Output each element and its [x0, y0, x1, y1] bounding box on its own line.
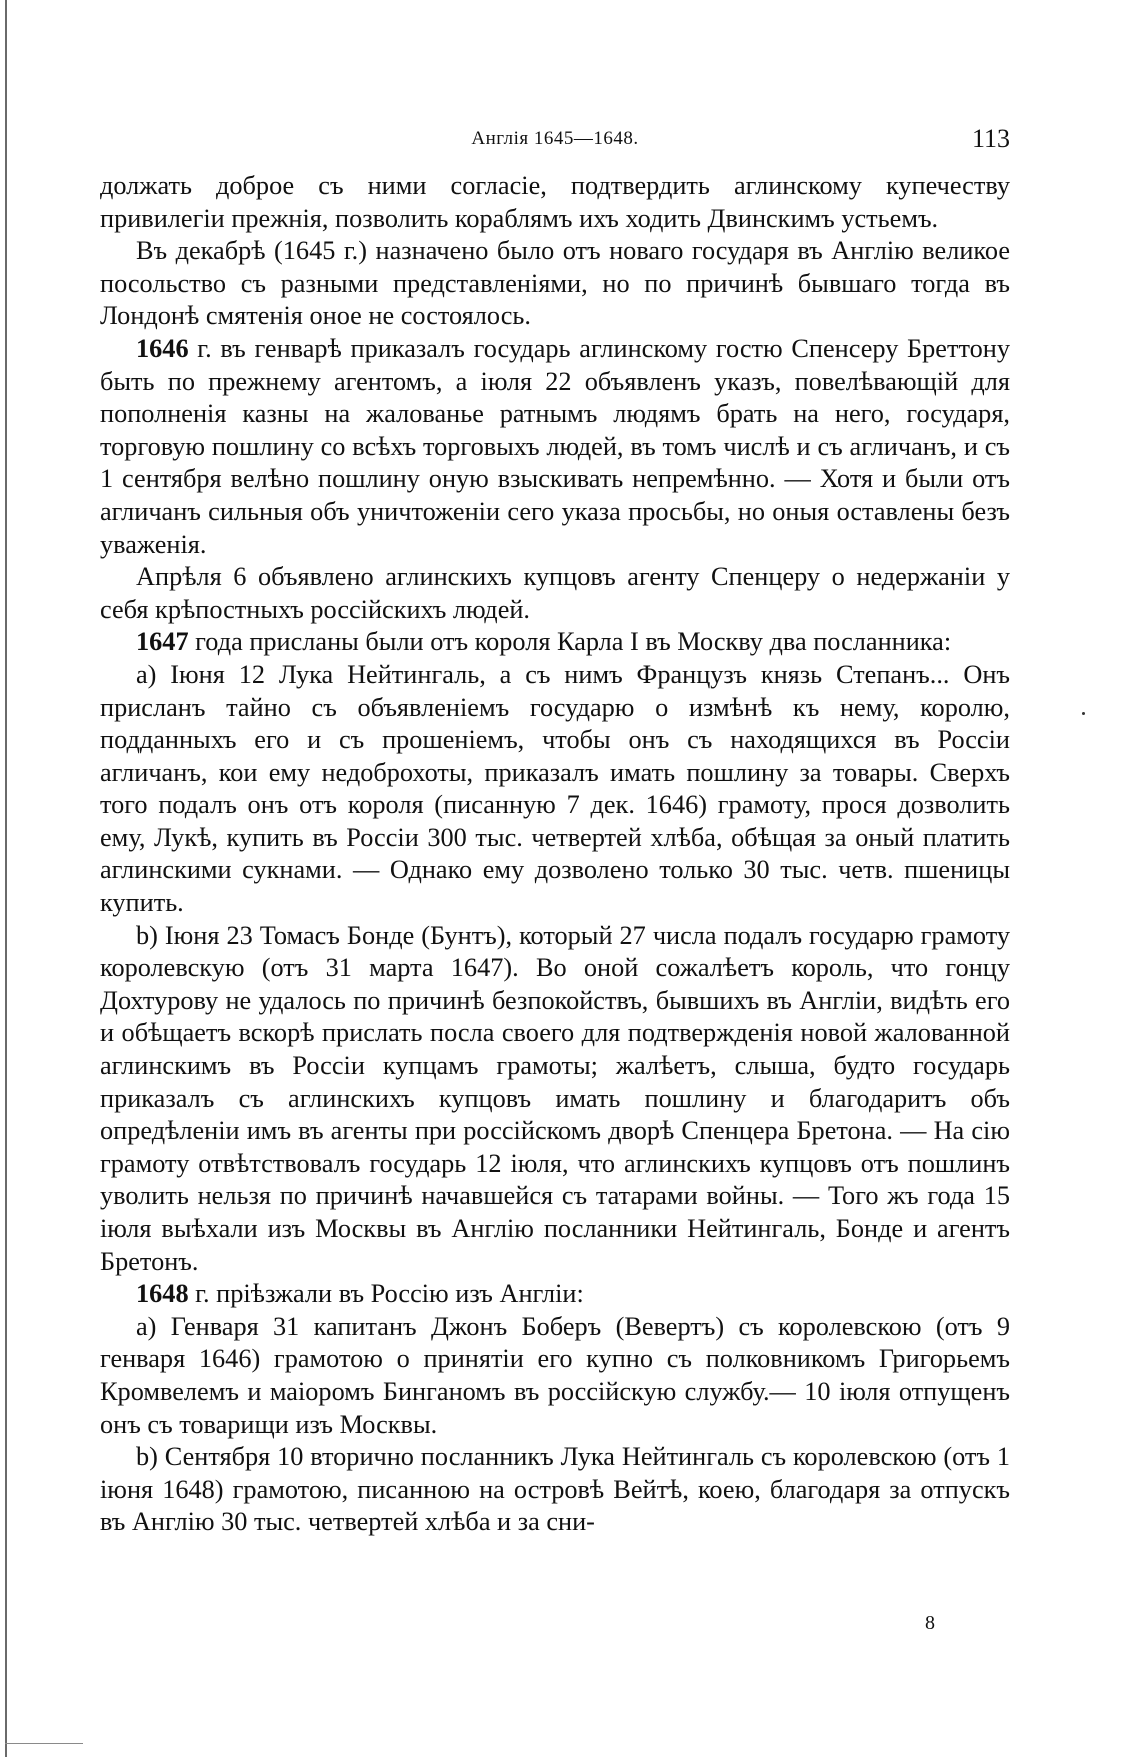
- paragraph-text: b) Сентября 10 вторично посланникъ Лука Нейтингаль съ королевскою (отъ 1 іюня 1648) грамотою, писанною на островѣ Вейтѣ, коею, благодаря за отпускъ въ Англію 30 тыс. четвертей хлѣба и за сни-: [100, 1442, 1010, 1537]
- print-speck: [1082, 712, 1085, 715]
- paragraph-1647: [100, 626, 1010, 659]
- running-head: Англія 1645—1648.: [471, 128, 639, 149]
- paragraph-text: г. пріѣзжали въ Россію изъ Англіи:: [188, 1279, 584, 1309]
- signature-mark: 8: [925, 1612, 935, 1634]
- paragraph-1648: [100, 1278, 1010, 1311]
- paragraph-continuation: [100, 170, 1010, 235]
- page-header: [100, 124, 1010, 158]
- paragraph-1646: [100, 333, 1010, 561]
- paragraph-1647-a: [100, 659, 1010, 920]
- page-bottom-rule: [5, 1743, 83, 1744]
- paragraph-1648-a: [100, 1311, 1010, 1441]
- year-heading: 1646: [136, 333, 189, 363]
- paragraph-december-1645: [100, 235, 1010, 333]
- paragraph-april-6: [100, 561, 1010, 626]
- year-heading: 1648: [136, 1279, 189, 1309]
- paragraph-text: b) Іюня 23 Томасъ Бонде (Бунтъ), который 27 числа подалъ государю грамоту королевскую (отъ 31 марта 1647). Во оной сожалѣетъ король, что гонцу Дохтурову не удалось по причинѣ безпокойствъ, бывшихъ въ Англіи, видѣть его и обѣщаетъ вскорѣ прислать посла своего для подтвержденія новой жалованной аглинскимъ въ Россіи купцамъ грамоты; жалѣетъ, слыша, будто государь приказалъ съ аглинскихъ купцовъ имать пошлину и благодаритъ объ опредѣленіи имъ въ агенты при россійскомъ дворѣ Спенцера Бретона. — На сію грамоту отвѣтствовалъ государь 12 іюля, что аглинскихъ купцовъ отъ пошлинъ уволить нельзя по причинѣ начавшейся съ татарами войны. — Того жъ года 15 іюля выѣхали изъ Москвы въ Англію посланники Нейтингаль, Бонде и агентъ Бретонъ.: [100, 920, 1010, 1276]
- paragraph-text: должать доброе съ ними согласіе, подтвердить аглинскому купечеству привилегіи прежнія, позволить кораблямъ ихъ ходить Двинскимъ устьемъ.: [100, 171, 1010, 233]
- paragraph-1647-b: [100, 920, 1010, 1279]
- paragraph-text: г. въ генварѣ приказалъ государь аглинскому гостю Спенсеру Бреттону быть по прежнему агентомъ, а іюля 22 объявленъ указъ, повелѣвающій для пополненія казны на жалованье ратнымъ людямъ брать на него, государя, торговую пошлину со всѣхъ торговыхъ людей, въ томъ числѣ и съ агличанъ, и съ 1 сентября велѣно пошлину оную взыскивать непремѣнно. — Хотя и были отъ агличанъ сильныя объ уничтоженіи сего указа просьбы, но оныя оставлены безъ уваженія.: [100, 333, 1010, 559]
- paragraph-text: a) Генваря 31 капитанъ Джонъ Боберъ (Вевертъ) съ королевскою (отъ 9 генваря 1646) грамотою о принятіи его купно съ полковникомъ Григорьемъ Кромвелемъ и маіоромъ Бинганомъ въ россійскую службу.— 10 іюля отпущенъ онъ съ товарищи изъ Москвы.: [100, 1311, 1010, 1439]
- page-edge-rule: [5, 0, 7, 1757]
- page-number: 113: [971, 124, 1010, 153]
- year-heading: 1647: [136, 627, 189, 657]
- paragraph-text: a) Іюня 12 Лука Нейтингаль, а съ нимъ Французъ князь Степанъ... Онъ присланъ тайно съ объявленіемъ государю о измѣнѣ къ нему, королю, подданныхъ его и съ прошеніемъ, чтобы онъ съ находящихся въ Россіи агличанъ, кои ему недоброхоты, приказалъ имать пошлину за товары. Сверхъ того подалъ онъ отъ короля (писанную 7 дек. 1646) грамоту, прося дозволить ему, Лукѣ, купить въ Россіи 300 тыс. четвертей хлѣба, обѣщая за оный платить аглинскими сукнами. — Однако ему дозволено только 30 тыс. четв. пшеницы купить.: [100, 659, 1010, 918]
- paragraph-text: Въ декабрѣ (1645 г.) назначено было отъ новаго государя въ Англію великое посольство съ разными представленіями, но по причинѣ бывшаго тогда въ Лондонѣ смятенія оное не состоялось.: [100, 236, 1010, 331]
- paragraph-text: Апрѣля 6 объявлено аглинскихъ купцовъ агенту Спенцеру о недержаніи у себя крѣпостныхъ россійскихъ людей.: [100, 562, 1010, 624]
- paragraph-1648-b: [100, 1441, 1010, 1539]
- body-text: [100, 170, 1010, 1539]
- paragraph-text: года присланы были отъ короля Карла I въ Москву два посланника:: [188, 627, 952, 657]
